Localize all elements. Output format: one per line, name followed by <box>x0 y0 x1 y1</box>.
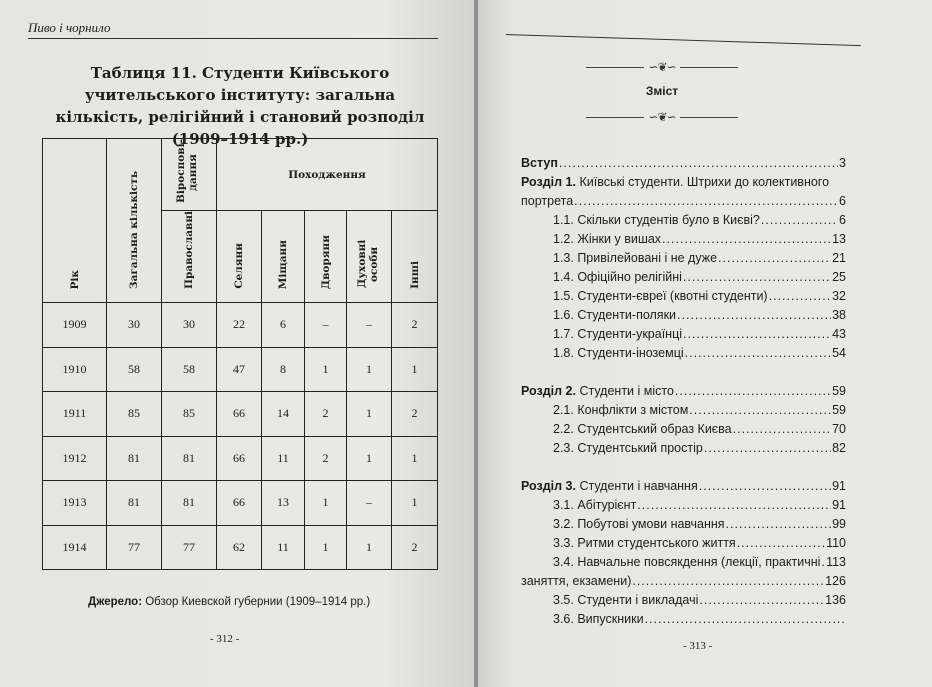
toc-entry[interactable] <box>521 420 846 439</box>
header-rule <box>28 38 438 39</box>
table-cell: 1912 <box>43 436 107 481</box>
source-label: Джерело: <box>88 596 143 608</box>
header-year: Рік <box>43 139 107 303</box>
page-number: - 312 - <box>210 633 240 645</box>
toc-entry-title: 2.2. Студентський образ Києва <box>553 422 732 436</box>
toc-chapter-label: Розділ 3. <box>521 479 576 493</box>
table-row <box>43 347 438 392</box>
toc-page-number: 70 <box>832 422 846 436</box>
toc-page-number: 13 <box>832 232 846 246</box>
header-others: Інші <box>392 211 438 303</box>
toc-page-number: 91 <box>832 498 846 512</box>
table-cell: 2 <box>305 436 347 481</box>
toc-leader-dots <box>683 325 831 344</box>
header-peasants: Селяни <box>217 211 262 303</box>
table-cell: 1911 <box>43 392 107 437</box>
toc-leader-dots <box>733 420 831 439</box>
toc-entry-title: 3.3. Ритми студентського життя <box>553 536 736 550</box>
toc-page-number: 59 <box>832 403 846 417</box>
toc-page-number: 21 <box>832 251 846 265</box>
header-orthodox: Православні <box>162 211 217 303</box>
toc-page-number: 43 <box>832 327 846 341</box>
table-cell: 81 <box>162 481 217 526</box>
table-cell: 81 <box>107 436 162 481</box>
table-cell: 1 <box>305 481 347 526</box>
table-cell: 1 <box>347 347 392 392</box>
toc-page-number: 25 <box>832 270 846 284</box>
table-cell: 66 <box>217 436 262 481</box>
header-origin: Походження <box>217 139 438 211</box>
header-rule <box>506 34 861 46</box>
table-row <box>43 303 438 348</box>
toc-leader-dots <box>718 249 831 268</box>
table-cell: 85 <box>162 392 217 437</box>
toc-leader-dots <box>685 344 831 363</box>
table-cell: 47 <box>217 347 262 392</box>
toc-entry-title: портрета <box>521 194 574 208</box>
toc-chapter-label: Розділ 2. <box>521 384 576 398</box>
table-title: Таблиця 11. Студенти Київського учительського інституту: загальна кількість, релігійний і становий розподіл (1909–1914 рр.) <box>55 64 425 148</box>
toc-entry-title: 3.4. Навчальне повсякдення (лекції, практичні <box>553 555 821 569</box>
table-row <box>43 525 438 570</box>
toc-entry-title: заняття, екзамени) <box>521 574 632 588</box>
toc-page-number: 110 <box>826 536 846 550</box>
toc-entry-title: 3.2. Побутові умови навчання <box>553 517 725 531</box>
table-cell: 1 <box>347 436 392 481</box>
table-cell: 1909 <box>43 303 107 348</box>
toc-leader-dots <box>675 382 831 401</box>
ornament-bottom-icon: ∽❦∽ <box>586 110 738 124</box>
table-cell: 1 <box>305 525 347 570</box>
toc-leader-dots <box>769 287 832 306</box>
header-clergy: Духовні особи <box>347 211 392 303</box>
toc-leader-dots <box>645 610 845 629</box>
contents-heading: Зміст <box>645 84 679 98</box>
toc-leader-dots <box>737 534 825 553</box>
toc-page-number: 113 <box>826 555 846 569</box>
table-row <box>43 436 438 481</box>
toc-entry[interactable] <box>521 211 846 230</box>
table-cell: 77 <box>162 525 217 570</box>
toc-page-number: 32 <box>832 289 846 303</box>
toc-entry[interactable] <box>521 534 846 553</box>
toc-page-number: 38 <box>832 308 846 322</box>
table-cell: 6 <box>262 303 305 348</box>
table-cell: 62 <box>217 525 262 570</box>
toc-leader-dots <box>761 211 838 230</box>
table-cell: 30 <box>162 303 217 348</box>
table-cell: 1910 <box>43 347 107 392</box>
toc-entry-title: 2.1. Конфлікти з містом <box>553 403 689 417</box>
toc-entry[interactable] <box>521 496 846 515</box>
header-religion: Віроспові-дання <box>162 139 217 211</box>
toc-leader-dots <box>821 553 825 572</box>
toc-leader-dots <box>699 477 831 496</box>
table-cell: 8 <box>262 347 305 392</box>
toc-leader-dots <box>726 515 832 534</box>
toc-gap <box>521 458 846 477</box>
toc-entry[interactable] <box>521 268 846 287</box>
table-cell: 77 <box>107 525 162 570</box>
source-text: Обзор Киевской губернии (1909–1914 рр.) <box>145 596 371 608</box>
right-page <box>478 0 932 687</box>
toc-page-number: 91 <box>832 479 846 493</box>
table-cell: – <box>347 481 392 526</box>
toc-entry[interactable] <box>521 515 846 534</box>
table-cell: 11 <box>262 525 305 570</box>
toc-entry-title: 3.6. Випускники <box>553 612 644 626</box>
running-head: Пиво і чорнило <box>28 20 111 35</box>
table-cell: 2 <box>392 303 438 348</box>
toc-chapter-label: Розділ 1. <box>521 175 576 189</box>
toc-page-number: 136 <box>825 593 846 607</box>
toc-leader-dots <box>662 230 831 249</box>
table-cell: 66 <box>217 392 262 437</box>
toc-page-number: 59 <box>832 384 846 398</box>
table-cell: 1 <box>347 392 392 437</box>
table-cell: – <box>347 303 392 348</box>
toc-leader-dots <box>699 591 824 610</box>
toc-entry[interactable] <box>521 477 846 496</box>
toc-entry-title: 1.6. Студенти-поляки <box>553 308 677 322</box>
table-cell: 85 <box>107 392 162 437</box>
toc-entry[interactable] <box>521 401 846 420</box>
toc-entry-title: 1.8. Студенти-іноземці <box>553 346 684 360</box>
toc-page-number: 6 <box>839 194 846 208</box>
toc-entry[interactable] <box>521 249 846 268</box>
toc-leader-dots <box>677 306 831 325</box>
toc-page-number: 82 <box>832 441 846 455</box>
header-total: Загальна кількість <box>107 139 162 303</box>
table-cell: 2 <box>392 392 438 437</box>
toc-entry[interactable] <box>521 344 846 363</box>
toc-entry-title: 2.3. Студентський простір <box>553 441 703 455</box>
toc-leader-dots <box>704 439 831 458</box>
toc-entry[interactable] <box>521 610 846 629</box>
source-note <box>88 596 370 608</box>
table-cell: 1914 <box>43 525 107 570</box>
toc-entry[interactable] <box>521 154 846 173</box>
toc-entry[interactable] <box>521 572 846 591</box>
toc-entry[interactable] <box>521 591 846 610</box>
table-cell: 58 <box>107 347 162 392</box>
toc-entry-title: Студенти і місто <box>579 384 674 398</box>
table-row <box>43 392 438 437</box>
toc-leader-dots <box>689 401 831 420</box>
toc-leader-dots <box>637 496 831 515</box>
toc-entry-title: 3.1. Абітурієнт <box>553 498 637 512</box>
header-nobility: Дворяни <box>305 211 347 303</box>
table-cell: 81 <box>162 436 217 481</box>
table-cell: 14 <box>262 392 305 437</box>
table-of-contents <box>521 154 846 629</box>
toc-leader-dots <box>632 572 824 591</box>
table-cell: 1 <box>392 347 438 392</box>
table-cell: 1 <box>305 347 347 392</box>
toc-leader-dots <box>559 154 838 173</box>
toc-entry-title: 1.1. Скільки студентів було в Києві? <box>553 213 760 227</box>
toc-gap <box>521 363 846 382</box>
toc-entry[interactable] <box>521 306 846 325</box>
table-cell: 22 <box>217 303 262 348</box>
table-row <box>43 481 438 526</box>
table-cell: 11 <box>262 436 305 481</box>
toc-page-number: 3 <box>839 156 846 170</box>
toc-page-number: 6 <box>839 213 846 227</box>
toc-page-number: 54 <box>832 346 846 360</box>
students-table <box>42 138 438 570</box>
toc-entry-title: 3.5. Студенти і викладачі <box>553 593 699 607</box>
toc-entry-title: 1.5. Студенти-євреї (квотні студенти) <box>553 289 768 303</box>
toc-entry[interactable] <box>521 287 846 306</box>
table-cell: 30 <box>107 303 162 348</box>
toc-entry[interactable] <box>521 192 846 211</box>
table-cell: 81 <box>107 481 162 526</box>
toc-entry-title: 1.2. Жінки у вишах <box>553 232 662 246</box>
table-cell: 58 <box>162 347 217 392</box>
toc-entry[interactable] <box>521 382 846 401</box>
toc-entry-title: 1.7. Студенти-українці <box>553 327 683 341</box>
table-cell: – <box>305 303 347 348</box>
toc-entry[interactable] <box>521 325 846 344</box>
table-cell: 1 <box>347 525 392 570</box>
toc-chapter-label: Вступ <box>521 156 558 170</box>
toc-entry[interactable] <box>521 230 846 249</box>
table-cell: 1 <box>392 436 438 481</box>
toc-entry-title: 1.4. Офіційно релігійні <box>553 270 682 284</box>
toc-entry-title: Київські студенти. Штрихи до колективного <box>579 175 830 189</box>
table-cell: 13 <box>262 481 305 526</box>
table-cell: 2 <box>305 392 347 437</box>
toc-entry-title: 1.3. Привілейовані і не дуже <box>553 251 718 265</box>
toc-entry[interactable] <box>521 173 846 192</box>
table-cell: 2 <box>392 525 438 570</box>
table-cell: 1 <box>392 481 438 526</box>
header-townspeople: Міщани <box>262 211 305 303</box>
page-number: - 313 - <box>683 640 713 652</box>
toc-leader-dots <box>683 268 831 287</box>
toc-entry[interactable] <box>521 553 846 572</box>
toc-leader-dots <box>574 192 838 211</box>
toc-page-number: 126 <box>825 574 846 588</box>
table-cell: 1913 <box>43 481 107 526</box>
toc-entry[interactable] <box>521 439 846 458</box>
ornament-top-icon: ∽❦∽ <box>586 60 738 74</box>
toc-page-number: 99 <box>832 517 846 531</box>
toc-entry-title: Студенти і навчання <box>579 479 698 493</box>
table-cell: 66 <box>217 481 262 526</box>
